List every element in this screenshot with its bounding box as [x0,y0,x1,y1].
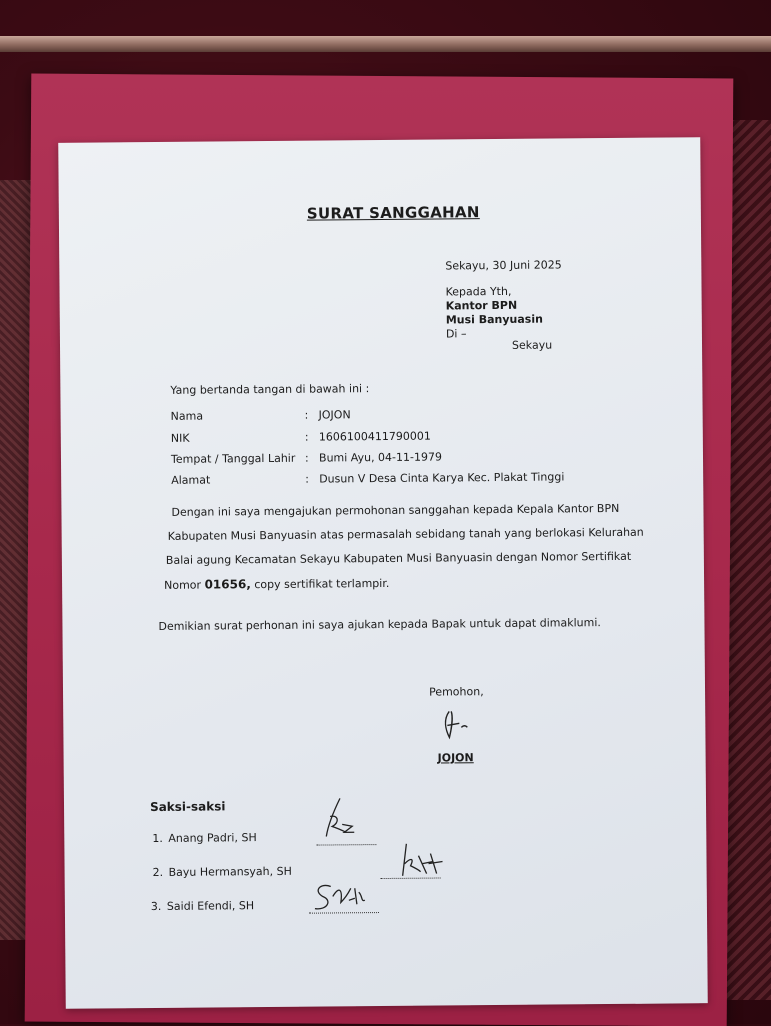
field-value-alamat: Dusun V Desa Cinta Karya Kec. Plakat Tinggi [319,470,565,486]
body-line-4 [164,576,389,592]
witness-1-signature [320,796,360,846]
witnesses-title: Saksi-saksi [149,799,226,815]
witness-1-number: 1. [152,831,163,846]
body-line-2: Kabupaten Musi Banyuasin atas permasalah sebidang tanah yang berlokasi Kelurahan [167,525,644,543]
recipient-di: Di – [445,327,467,341]
recipient-city: Sekayu [511,338,553,352]
field-colon: : [304,451,309,465]
field-value-ttl: Bumi Ayu, 04-11-1979 [318,450,443,465]
applicant-label: Pemohon, [428,685,484,699]
applicant-name: JOJON [437,751,474,765]
body-line-3: Balai agung Kecamatan Sekayu Kabupaten Musi Banyuasin dengan Nomor Sertifikat [165,549,632,567]
curtain-rod [0,36,771,52]
field-colon: : [305,472,309,486]
letter-title: SURAT SANGGAHAN [306,203,480,223]
field-value-nama: JOJON [318,408,351,422]
witness-3-number: 3. [150,899,162,914]
intro-text: Yang bertanda tangan di bawah ini : [170,382,370,397]
field-colon: : [304,408,309,422]
recipient-line2: Musi Banyuasin [445,312,543,327]
field-label-nik: NIK [170,431,190,445]
witness-3-signature [309,878,369,919]
field-label-nama: Nama [170,409,204,423]
certificate-number: 01656, [204,577,251,592]
field-label-ttl: Tempat / Tanggal Lahir [170,451,296,466]
letter-paper [58,137,708,1009]
field-value-nik: 1606100411790001 [318,429,431,444]
body-line-4-post: copy sertifikat terlampir. [250,576,390,592]
recipient-kepada: Kepada Yth, [445,284,512,299]
witness-3-name: Saidi Efendi, SH [166,899,255,913]
body-line-4-pre: Nomor [164,578,205,592]
body-line-1: Dengan ini saya mengajukan permohonan sanggahan kepada Kepala Kantor BPN [171,501,620,519]
witness-1-name: Anang Padri, SH [168,831,257,845]
place-date: Sekayu, 30 Juni 2025 [445,258,562,273]
field-colon: : [304,430,309,444]
applicant-signature [439,707,479,747]
recipient-line1: Kantor BPN [445,298,518,313]
field-label-alamat: Alamat [171,473,211,487]
witness-2-number: 2. [152,865,164,880]
witness-2-name: Bayu Hermansyah, SH [168,864,292,879]
witness-2-signature [400,841,450,881]
closing-text: Demikian surat perhonan ini saya ajukan kepada Bapak untuk dapat dimaklumi. [158,616,601,633]
